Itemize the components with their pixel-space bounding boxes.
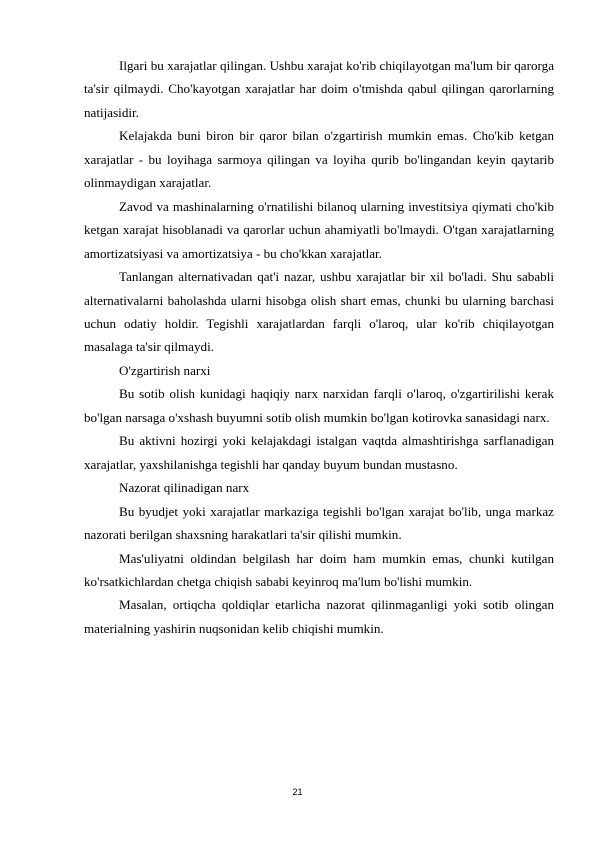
paragraph-8: Mas'uliyatni oldindan belgilash har doim ham mumkin emas, chunki kutilgan ko'rsatkichlardan chetga chiqish sababi keyinroq ma'lum bo'lishi mumkin. (84, 550, 554, 589)
paragraph-3: Zavod va mashinalarning o'rnatilishi bilanoq ularning investitsiya qiymati cho'kib ketgan xarajat hisoblanadi va qarorlar uchun ahamiyatli bo'lmaydi. O'tgan xarajatlarning amortizatsiyasi va amortizatsiya - bu cho'kkan xarajatlar. (84, 198, 554, 261)
paragraph-6: Bu aktivni hozirgi yoki kelajakdagi istalgan vaqtda almashtirishga sarflanadigan xarajatlar, yaxshilanishga tegishli har qanday buyum bundan mustasno. (84, 433, 554, 472)
section-heading-controllable-cost: Nazorat qilinadigan narx (119, 480, 250, 496)
paragraph-2: Kelajakda buni biron bir qaror bilan o'zgartirish mumkin emas. Cho'kib ketgan xarajatlar - bu loyihaga sarmoya qilingan va loyiha qurib bo'lingandan keyin qaytarib olinmaydigan xarajatlar. (84, 128, 554, 191)
section-heading-replacement-cost: O'zgartirish narxi (119, 362, 211, 378)
paragraph-7: Bu byudjet yoki xarajatlar markaziga tegishli bo'lgan xarajat bo'lib, unga markaz nazorati berilgan shaxsning harakatlari ta'sir qilishi mumkin. (84, 503, 554, 543)
page-number: 21 (292, 787, 303, 797)
paragraph-4: Tanlangan alternativadan qat'i nazar, ushbu xarajatlar bir xil bo'ladi. Shu sababli alternativalarni baholashda ularni hisobga olish shart emas, chunki bu ularning barchasi uchun odatiy holdir. Tegishli xarajatlardan farqli o'laroq, ular ko'rib chiqilayotgan masalaga ta'sir qilmaydi. (84, 269, 554, 355)
paragraph-9: Masalan, ortiqcha qoldiqlar etarlicha nazorat qilinmaganligi yoki sotib olingan materialning yashirin nuqsonidan kelib chiqishi mumkin. (84, 597, 554, 636)
paragraph-5: Bu sotib olish kunidagi haqiqiy narx narxidan farqli o'laroq, o'zgartirilishi kerak bo'lgan narsaga o'xshash buyumni sotib olish mumkin bo'lgan kotirovka sanasidagi narx. (84, 386, 554, 425)
document-body (84, 54, 554, 640)
paragraph-1: Ilgari bu xarajatlar qilingan. Ushbu xarajat ko'rib chiqilayotgan ma'lum bir qarorga ta'sir qilmaydi. Cho'kayotgan xarajatlar har doim o'tmishda qabul qilingan qarorlarning natijasidir. (84, 58, 554, 120)
